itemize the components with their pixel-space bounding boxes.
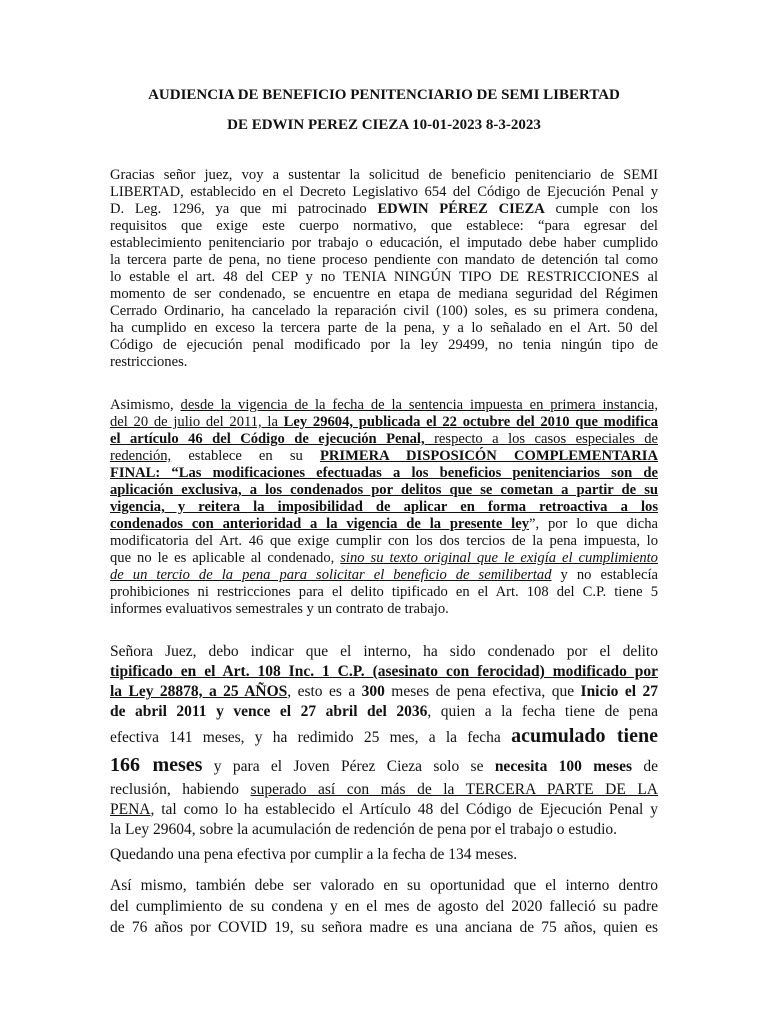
text-run: la Ley 28878, a 25 AÑOS <box>110 683 288 700</box>
text-line: Quedando una pena efectiva por cumplir a la fecha de 134 meses. <box>110 846 518 863</box>
text-line <box>110 751 658 780</box>
text-line: Cerrado Ordinario, ha cancelado la reparación civil (100) soles, es su primera condena, <box>110 303 658 319</box>
text-line: LIBERTAD, establecido en el Decreto Legislativo 654 del Código de Ejecución Penal y <box>110 184 658 200</box>
text-line: prohibiciones ni restricciones para el delito tipificado en el Art. 108 del C.P. tiene 5 <box>110 584 658 600</box>
paragraph-2 <box>110 397 658 618</box>
text-run: y para el Joven Pérez Cieza solo se <box>202 758 495 775</box>
law-reference: Ley 29604, publicada el 22 octubre del 2010 que modifica <box>283 414 658 430</box>
text-run: PENA <box>110 801 151 818</box>
text-line: la tercera parte de pena, no tiene proceso pendiente con mandato de detención tal como <box>110 252 658 268</box>
text-run: necesita 100 meses <box>494 758 633 775</box>
document-title-line-2: DE EDWIN PEREZ CIEZA 10-01-2023 8-3-2023 <box>227 117 541 133</box>
text-run: y no establecía <box>551 567 658 583</box>
text-run: D. Leg. 1296, ya que mi patrocinado <box>110 201 378 217</box>
text-line <box>110 448 658 465</box>
text-line <box>110 516 658 533</box>
text-line: modificatoria del Art. 46 que exige cumplir con los dos tercios de la pena impuesta, lo <box>110 533 658 549</box>
text-line: aplicación exclusiva, a los condenados por delitos que se cometan a partir de su <box>110 482 658 498</box>
text-run: PRIMERA DISPOSICÓN COMPLEMENTARIA <box>319 448 658 464</box>
text-run: condenados con anterioridad a la vigencia de la presente ley <box>110 516 530 532</box>
text-run: efectiva 141 meses, y ha redimido 25 mes, a la fecha <box>110 729 512 746</box>
text-line: Gracias señor juez, voy a sustentar la solicitud de beneficio penitenciario de SEMI <box>110 167 658 183</box>
text-run: superado así con más de la TERCERA PARTE DE LA <box>250 781 658 798</box>
text-line: ha cumplido en exceso la tercera parte de la pena, y a lo señalado en el Art. 50 del <box>110 320 658 336</box>
text-line <box>110 201 658 218</box>
client-name: EDWIN PÉREZ CIEZA <box>377 201 545 217</box>
text-run: meses de pena efectiva, que <box>384 683 581 700</box>
text-run: reclusión, habiendo <box>110 781 251 798</box>
text-run: Inicio el 27 <box>580 683 658 700</box>
text-line: requisitos que exige este cuerpo normativo, que establece: “para egresar del <box>110 218 658 234</box>
text-line: establecimiento penitenciario por trabajo o educación, el imputado debe haber cumplido <box>110 235 658 251</box>
law-reference: el artículo 46 del Código de ejecución Penal, <box>110 431 425 447</box>
paragraph-1 <box>110 167 658 371</box>
text-run: cumple con los <box>544 201 658 217</box>
text-run: ”, por lo que dicha <box>529 516 658 532</box>
text-line: FINAL: “Las modificaciones efectuadas a los beneficios penitenciarios son de <box>110 465 658 481</box>
text-run: sino su texto original que le exigía el cumplimiento <box>340 550 658 566</box>
text-line: la Ley 29604, sobre la acumulación de redención de pena por el trabajo o estudio. <box>110 821 618 838</box>
text-line <box>110 567 658 584</box>
text-line: Código de ejecución penal modificado por la ley 29499, no tenia ningún tipo de <box>110 337 658 353</box>
text-line: momento de ser condenado, se encuentre en etapa de mediana seguridad del Régimen <box>110 286 658 302</box>
text-line: tipificado en el Art. 108 Inc. 1 C.P. (asesinato con ferocidad) modificado por <box>110 663 658 680</box>
text-line: del cumplimiento de su condena y en el mes de agosto del 2020 falleció su padre <box>110 898 658 915</box>
text-line <box>110 397 658 414</box>
text-run: acumulado tiene <box>511 725 658 747</box>
document-title-line-1: AUDIENCIA DE BENEFICIO PENITENCIARIO DE SEMI LIBERTAD <box>148 87 620 103</box>
text-run: Asimismo, <box>110 397 181 413</box>
paragraph-3 <box>110 642 658 840</box>
text-run: establece en su <box>171 448 320 464</box>
text-line: Así mismo, también debe ser valorado en su oportunidad que el interno dentro <box>110 877 658 894</box>
text-run: de abril 2011 y vence el 27 abril del 2036 <box>110 703 428 720</box>
text-line <box>110 682 658 702</box>
text-line: de 76 años por COVID 19, su señora madre es una anciana de 75 años, quien es <box>110 919 658 936</box>
text-line <box>110 550 658 567</box>
paragraph-4 <box>110 846 658 863</box>
text-line <box>110 702 658 722</box>
text-run: 166 meses <box>110 754 203 776</box>
text-line <box>110 722 658 751</box>
text-line: restricciones. <box>110 354 188 370</box>
paragraph-5 <box>110 875 658 938</box>
text-run: de un tercio de la pena para solicitar el beneficio de semilibertad <box>110 567 552 583</box>
text-run: , tal como lo ha establecido el Artículo 48 del Código de Ejecución Penal y <box>150 801 658 818</box>
text-line: lo estable el art. 48 del CEP y no TENIA NINGÚN TIPO DE RESTRICCIONES al <box>110 269 658 285</box>
text-run: redención, <box>110 448 172 464</box>
text-line: Señora Juez, debo indicar que el interno, ha sido condenado por el delito <box>110 643 658 660</box>
text-run: 300 <box>361 683 385 700</box>
text-line: informes evaluativos semestrales y un contrato de trabajo. <box>110 601 449 617</box>
text-run: que no le es aplicable al condenado, <box>110 550 341 566</box>
text-run: respecto a los casos especiales de <box>424 431 658 447</box>
text-run: de <box>632 758 658 775</box>
text-run: desde la vigencia de la fecha de la sentencia impuesta en primera instancia, <box>180 397 658 413</box>
text-line <box>110 780 658 800</box>
text-line <box>110 431 658 448</box>
text-run: , quien a la fecha tiene de pena <box>427 703 658 720</box>
text-line <box>110 800 658 820</box>
text-run: , esto es a <box>287 683 362 700</box>
text-line <box>110 414 658 431</box>
text-run: del 20 de julio del 2011, la <box>110 414 284 430</box>
text-line: vigencia, y reitera la imposibilidad de aplicar en forma retroactiva a los <box>110 499 658 515</box>
